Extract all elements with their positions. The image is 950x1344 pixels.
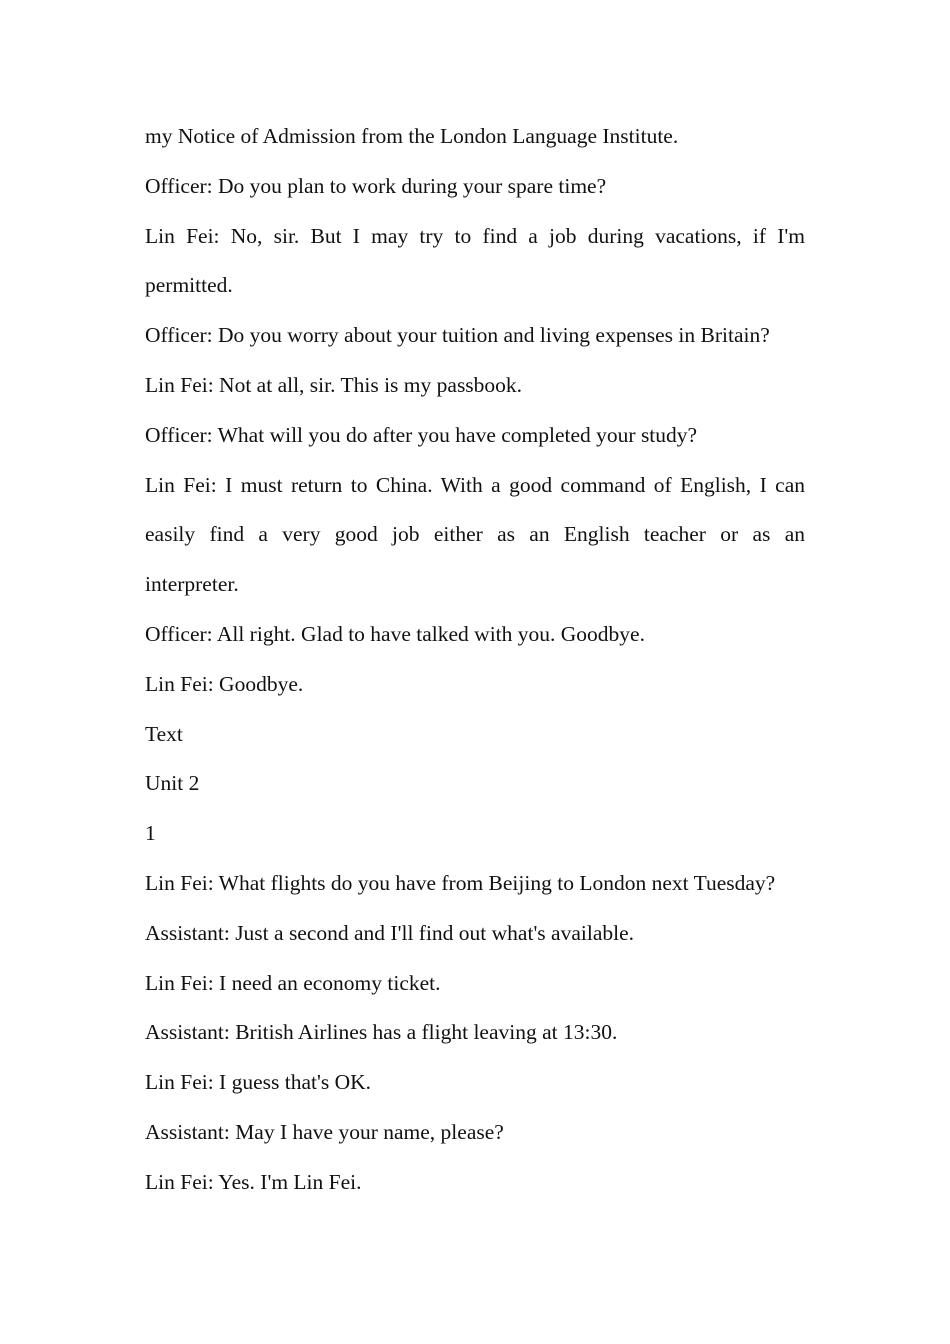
text-line: Lin Fei: Yes. I'm Lin Fei.	[145, 1169, 362, 1194]
section-label: Text	[145, 721, 183, 746]
unit-heading: Unit 2	[145, 771, 200, 796]
text-line: Officer: Do you worry about your tuition and living expenses in Britain?	[145, 323, 770, 348]
text-line: permitted.	[145, 273, 233, 298]
text-line: Officer: All right. Glad to have talked with you. Goodbye.	[145, 621, 645, 646]
text-line: Lin Fei: Goodbye.	[145, 671, 304, 696]
text-line: my Notice of Admission from the London Language Institute.	[145, 124, 679, 148]
text-line: Officer: Do you plan to work during your spare time?	[145, 173, 607, 198]
text-line: easily find a very good job either as an English teacher or as an	[145, 522, 805, 547]
text-line: Assistant: British Airlines has a flight leaving at 13:30.	[145, 1020, 618, 1045]
text-line: Assistant: Just a second and I'll find out what's available.	[145, 920, 635, 945]
text-line: Lin Fei: I guess that's OK.	[145, 1070, 372, 1095]
text-line: Lin Fei: No, sir. But I may try to find a job during vacations, if I'm	[145, 223, 805, 248]
document-page	[145, 112, 805, 1208]
text-line: Lin Fei: I need an economy ticket.	[145, 970, 441, 995]
text-line: interpreter.	[145, 572, 239, 597]
text-line: Lin Fei: What flights do you have from Beijing to London next Tuesday?	[145, 870, 776, 895]
text-line: Assistant: May I have your name, please?	[145, 1119, 504, 1144]
dialogue-number: 1	[145, 821, 156, 846]
text-line: Lin Fei: I must return to China. With a good command of English, I can	[145, 472, 805, 497]
text-line: Lin Fei: Not at all, sir. This is my passbook.	[145, 372, 523, 397]
text-line: Officer: What will you do after you have completed your study?	[145, 422, 698, 447]
